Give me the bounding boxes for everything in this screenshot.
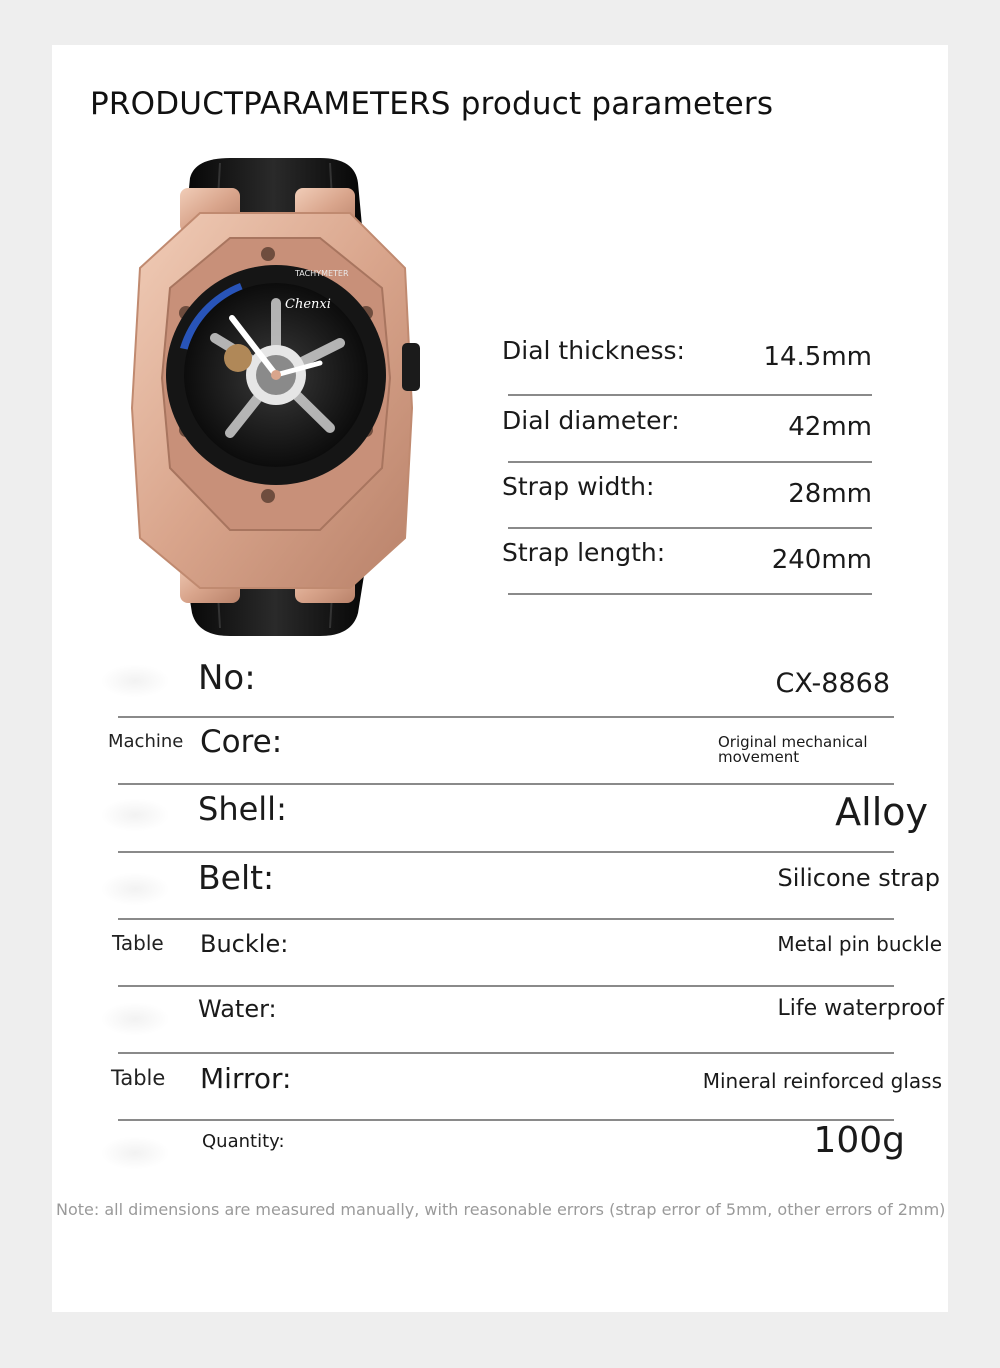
param-value-core: Original mechanical movement bbox=[718, 733, 868, 766]
param-value-water: Life waterproof bbox=[777, 996, 944, 1021]
param-label-belt: Belt: bbox=[198, 858, 275, 897]
param-label-water: Water: bbox=[198, 995, 277, 1023]
spec-label-strap-length: Strap length: bbox=[502, 538, 666, 567]
spec-value-dial-diameter: 42mm bbox=[788, 412, 872, 442]
param-value-belt: Silicone strap bbox=[777, 864, 940, 892]
divider bbox=[118, 783, 894, 785]
svg-text:Chenxi: Chenxi bbox=[285, 297, 331, 312]
faded-label bbox=[100, 872, 170, 906]
svg-text:TACHYMETER: TACHYMETER bbox=[295, 269, 349, 278]
param-label-core: Core: bbox=[200, 724, 283, 760]
param-label-no: No: bbox=[198, 658, 256, 698]
param-value-mirror: Mineral reinforced glass bbox=[702, 1069, 942, 1093]
faded-label bbox=[100, 798, 170, 832]
param-value-shell: Alloy bbox=[835, 790, 928, 834]
param-value-buckle: Metal pin buckle bbox=[777, 932, 942, 956]
param-prefix-machine: Machine bbox=[108, 731, 184, 752]
divider bbox=[118, 918, 894, 920]
divider bbox=[508, 394, 872, 396]
faded-label bbox=[100, 664, 170, 698]
spec-value-dial-thickness: 14.5mm bbox=[763, 342, 872, 372]
spec-label-strap-width: Strap width: bbox=[502, 472, 655, 501]
param-value-no: CX-8868 bbox=[775, 668, 890, 699]
page-title: PRODUCTPARAMETERS product parameters bbox=[90, 86, 774, 122]
spec-value-strap-width: 28mm bbox=[788, 479, 872, 509]
measurement-note: Note: all dimensions are measured manually, with reasonable errors (strap error of 5mm, other errors of 2mm) bbox=[56, 1200, 946, 1219]
divider bbox=[508, 527, 872, 529]
spec-value-strap-length: 240mm bbox=[771, 545, 872, 575]
param-label-shell: Shell: bbox=[198, 790, 287, 828]
divider bbox=[118, 1119, 894, 1121]
spec-label-dial-thickness: Dial thickness: bbox=[502, 336, 685, 365]
param-label-mirror: Mirror: bbox=[200, 1062, 292, 1095]
param-prefix-table: Table bbox=[111, 1066, 166, 1090]
watch-product-image bbox=[120, 158, 430, 640]
param-label-buckle: Buckle: bbox=[200, 930, 289, 958]
divider bbox=[118, 851, 894, 853]
param-value-quantity: 100g bbox=[813, 1120, 905, 1161]
faded-label bbox=[100, 1002, 170, 1036]
divider bbox=[118, 985, 894, 987]
spec-label-dial-diameter: Dial diameter: bbox=[502, 406, 680, 435]
divider bbox=[508, 593, 872, 595]
divider bbox=[508, 461, 872, 463]
faded-label bbox=[100, 1136, 170, 1170]
divider bbox=[118, 1052, 894, 1054]
divider bbox=[118, 716, 894, 718]
param-prefix-table: Table bbox=[112, 931, 164, 955]
param-label-quantity: Quantity: bbox=[202, 1131, 285, 1152]
